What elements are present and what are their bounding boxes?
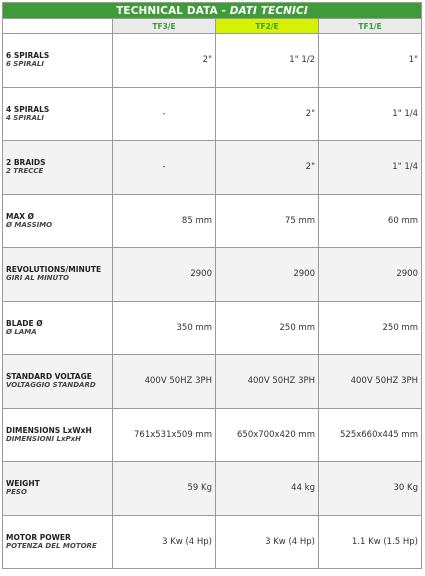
table-row bbox=[3, 194, 422, 248]
row-label bbox=[3, 355, 113, 409]
value-cell: 761x531x509 mm bbox=[113, 408, 216, 462]
value-cell: 2900 bbox=[319, 248, 422, 302]
technical-data-table bbox=[2, 2, 422, 569]
value-cell: 3 Kw (4 Hp) bbox=[216, 515, 319, 569]
label-italian: 6 SPIRALI bbox=[6, 60, 44, 69]
label-english: MOTOR POWER bbox=[6, 532, 71, 542]
row-label bbox=[3, 34, 113, 88]
value-cell: 400V 50HZ 3PH bbox=[113, 355, 216, 409]
column-header-row bbox=[3, 19, 422, 34]
technical-data-table-container bbox=[2, 2, 421, 569]
value-cell: 2900 bbox=[216, 248, 319, 302]
value-cell: 400V 50HZ 3PH bbox=[319, 355, 422, 409]
table-row bbox=[3, 248, 422, 302]
table-title-row bbox=[3, 3, 422, 19]
label-italian: VOLTAGGIO STANDARD bbox=[6, 381, 96, 390]
value-cell: 59 Kg bbox=[113, 462, 216, 516]
title-english: TECHNICAL DATA - bbox=[116, 4, 230, 17]
table-row bbox=[3, 87, 422, 141]
row-label bbox=[3, 141, 113, 195]
table-row bbox=[3, 408, 422, 462]
label-italian: Ø MASSIMO bbox=[6, 220, 53, 229]
label-italian: PESO bbox=[6, 488, 27, 497]
table-title bbox=[3, 3, 422, 19]
label-italian: DIMENSIONI LxPxH bbox=[6, 434, 81, 443]
label-english: 6 SPIRALS bbox=[6, 51, 50, 61]
table-row bbox=[3, 462, 422, 516]
label-english: 2 BRAIDS bbox=[6, 158, 46, 168]
label-english: REVOLUTIONS/MINUTE bbox=[6, 265, 102, 275]
value-cell: 1" 1/2 bbox=[216, 34, 319, 88]
value-cell: 1" bbox=[319, 34, 422, 88]
label-english: WEIGHT bbox=[6, 479, 40, 489]
value-cell: 250 mm bbox=[319, 301, 422, 355]
value-cell: 60 mm bbox=[319, 194, 422, 248]
table-row bbox=[3, 355, 422, 409]
label-italian: GIRI AL MINUTO bbox=[6, 274, 69, 283]
value-cell: 650x700x420 mm bbox=[216, 408, 319, 462]
value-cell: 400V 50HZ 3PH bbox=[216, 355, 319, 409]
value-cell: - bbox=[113, 87, 216, 141]
row-label bbox=[3, 462, 113, 516]
value-cell: 1" 1/4 bbox=[319, 141, 422, 195]
label-english: MAX Ø bbox=[6, 211, 35, 221]
value-cell: - bbox=[113, 141, 216, 195]
label-italian: Ø LAMA bbox=[6, 327, 37, 336]
title-italian: DATI TECNICI bbox=[229, 4, 308, 17]
value-cell: 250 mm bbox=[216, 301, 319, 355]
value-cell: 350 mm bbox=[113, 301, 216, 355]
value-cell: 1" 1/4 bbox=[319, 87, 422, 141]
table-row bbox=[3, 301, 422, 355]
table-row bbox=[3, 34, 422, 88]
label-english: STANDARD VOLTAGE bbox=[6, 372, 92, 382]
value-cell: 1.1 Kw (1.5 Hp) bbox=[319, 515, 422, 569]
label-english: 4 SPIRALS bbox=[6, 104, 50, 114]
label-italian: 4 SPIRALI bbox=[6, 113, 44, 122]
value-cell: 30 Kg bbox=[319, 462, 422, 516]
label-italian: 2 TRECCE bbox=[6, 167, 44, 176]
label-english: DIMENSIONS LxWxH bbox=[6, 425, 92, 435]
value-cell: 525x660x445 mm bbox=[319, 408, 422, 462]
label-english: BLADE Ø bbox=[6, 318, 43, 328]
value-cell: 2" bbox=[216, 87, 319, 141]
value-cell: 2900 bbox=[113, 248, 216, 302]
value-cell: 2" bbox=[216, 141, 319, 195]
value-cell: 85 mm bbox=[113, 194, 216, 248]
value-cell: 2" bbox=[113, 34, 216, 88]
column-header-tf2e: TF2/E bbox=[216, 19, 319, 34]
table-row bbox=[3, 141, 422, 195]
column-header-tf1e: TF1/E bbox=[319, 19, 422, 34]
row-label bbox=[3, 515, 113, 569]
header-blank-cell bbox=[3, 19, 113, 34]
column-header-tf3e: TF3/E bbox=[113, 19, 216, 34]
row-label bbox=[3, 301, 113, 355]
value-cell: 3 Kw (4 Hp) bbox=[113, 515, 216, 569]
label-italian: POTENZA DEL MOTORE bbox=[6, 541, 97, 550]
value-cell: 44 kg bbox=[216, 462, 319, 516]
row-label bbox=[3, 87, 113, 141]
table-row bbox=[3, 515, 422, 569]
value-cell: 75 mm bbox=[216, 194, 319, 248]
row-label bbox=[3, 194, 113, 248]
row-label bbox=[3, 248, 113, 302]
row-label bbox=[3, 408, 113, 462]
